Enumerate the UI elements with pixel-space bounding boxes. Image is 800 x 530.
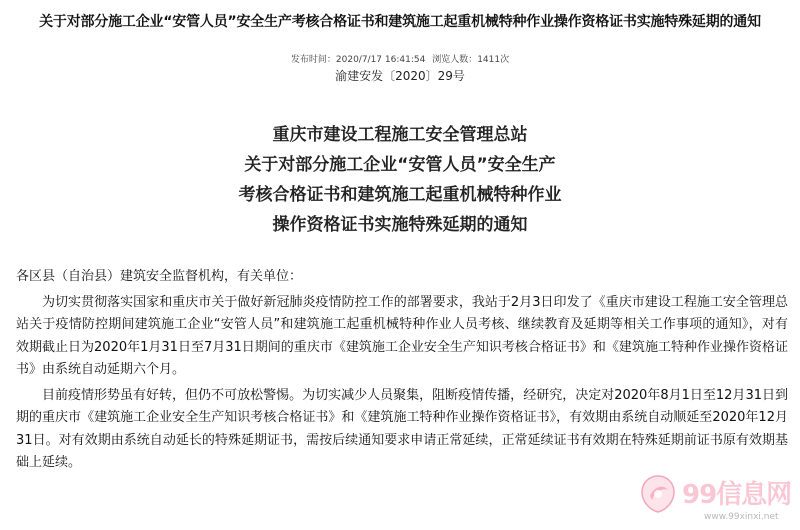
watermark-logo-icon xyxy=(636,472,680,516)
paragraph-1: 为切实贯彻落实国家和重庆市关于做好新冠肺炎疫情防控工作的部署要求，我站于2月3日印发了《重庆市建设工程施工安全管理总站关于疫情防控期间建筑施工企业“安管人员”和建筑施工起重机械特种作业人员考核、继续教育及延期等相关工作事项的通知》，对有效期截止日为2020年1月31日至7月31日期间的重庆市《建筑施工企业安全生产知识考核合格证书》和《建筑施工特种作业操作资格证书》由系统自动延期六个月。 xyxy=(16,294,788,377)
publish-time: 发布时间：2020/7/17 16:41:54 xyxy=(290,55,426,65)
heading-line-4: 操作资格证书实施特殊延期的通知 xyxy=(272,215,528,235)
article-meta xyxy=(0,52,800,65)
document-heading xyxy=(0,120,800,240)
watermark-url: www.99xinxi.net xyxy=(704,512,779,522)
article-title: 关于对部分施工企业“安管人员”安全生产考核合格证书和建筑施工起重机械特种作业操作资格证书实施特殊延期的通知 xyxy=(39,14,761,30)
heading-line-2: 关于对部分施工企业“安管人员”安全生产 xyxy=(244,155,556,175)
heading-line-3: 考核合格证书和建筑施工起重机械特种作业 xyxy=(238,185,562,205)
document-body xyxy=(16,266,788,478)
site-watermark xyxy=(636,470,796,528)
watermark-brand: 99信息网 xyxy=(682,480,792,510)
paragraph-2: 目前疫情形势虽有好转，但仍不可放松警惕。为切实减少人员聚集，阻断疫情传播，经研究，决定对2020年8月1日至12月31日到期的重庆市《建筑施工企业安全生产知识考核合格证书》和《建筑施工特种作业操作资格证书》，有效期由系统自动顺延至2020年12月31日。对有效期由系统自动延长的特殊延期证书，需按后续通知要求申请正常延续，正常延续证书有效期在特殊延期前证书原有效期基础上延续。 xyxy=(16,387,788,470)
heading-line-1: 重庆市建设工程施工安全管理总站 xyxy=(272,125,528,145)
view-count: 浏览人数：1411次 xyxy=(432,55,510,65)
document-number: 渝建安发〔2020〕29号 xyxy=(335,69,465,83)
addressee: 各区县（自治县）建筑安全监督机构，有关单位： xyxy=(16,269,303,284)
